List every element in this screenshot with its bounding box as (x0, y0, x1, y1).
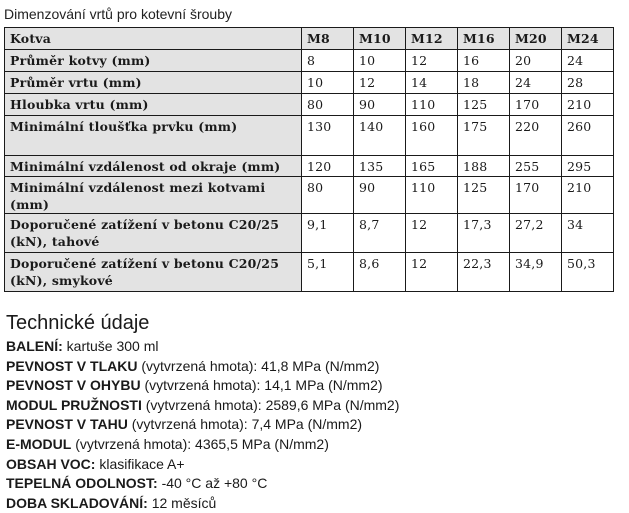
spec-key: OBSAH VOC: (6, 455, 96, 472)
header-m16: M16 (458, 28, 510, 50)
cell-value: 188 (458, 156, 510, 177)
cell-value: 140 (354, 116, 406, 156)
spec-temperature-resistance (6, 474, 399, 494)
spec-key: PEVNOST V TAHU (6, 416, 128, 433)
cell-value: 10 (354, 50, 406, 72)
cell-value: 220 (510, 116, 562, 156)
cell-value: 8,7 (354, 214, 406, 253)
table-row (5, 50, 614, 72)
header-anchor: Kotva (5, 28, 302, 50)
anchor-dimension-table (4, 27, 614, 292)
row-label: Doporučené zatížení v betonu C20/25 (kN), tahové (5, 214, 302, 253)
table-row (5, 177, 614, 214)
cell-value: 260 (562, 116, 614, 156)
cell-value: 24 (562, 50, 614, 72)
header-m10: M10 (354, 28, 406, 50)
cell-value: 18 (458, 72, 510, 94)
spec-compressive-strength (6, 357, 399, 377)
spec-key: PEVNOST V OHYBU (6, 377, 141, 394)
table-row (5, 116, 614, 156)
spec-elastic-modulus (6, 396, 399, 416)
spec-e-modulus (6, 435, 399, 455)
header-m8: M8 (302, 28, 354, 50)
cell-value: 22,3 (458, 253, 510, 292)
tech-spec-list (6, 337, 399, 513)
cell-value: 135 (354, 156, 406, 177)
spec-value: (vytvrzená hmota): 14,1 MPa (N/mm2) (144, 377, 383, 394)
spec-value: (vytvrzená hmota): 41,8 MPa (N/mm2) (141, 357, 380, 374)
row-label: Minimální vzdálenost mezi kotvami (mm) (5, 177, 302, 214)
cell-value: 210 (562, 94, 614, 116)
spec-flexural-strength (6, 376, 399, 396)
cell-value: 90 (354, 94, 406, 116)
table-row (5, 214, 614, 253)
spec-key: MODUL PRUŽNOSTI (6, 396, 142, 413)
cell-value: 50,3 (562, 253, 614, 292)
table-caption: Dimenzování vrtů pro kotevní šrouby (4, 6, 232, 22)
row-label: Průměr vrtu (mm) (5, 72, 302, 94)
spec-key: BALENÍ: (6, 338, 63, 354)
cell-value: 34,9 (510, 253, 562, 292)
header-m24: M24 (562, 28, 614, 50)
cell-value: 12 (406, 50, 458, 72)
cell-value: 120 (302, 156, 354, 177)
cell-value: 125 (458, 94, 510, 116)
cell-value: 24 (510, 72, 562, 94)
cell-value: 17,3 (458, 214, 510, 253)
cell-value: 20 (510, 50, 562, 72)
spec-storage-time (6, 494, 399, 513)
table-row (5, 94, 614, 116)
row-label: Průměr kotvy (mm) (5, 50, 302, 72)
cell-value: 125 (458, 177, 510, 214)
cell-value: 8 (302, 50, 354, 72)
cell-value: 255 (510, 156, 562, 177)
table-header-row (5, 28, 614, 50)
spec-voc-content (6, 455, 399, 475)
cell-value: 27,2 (510, 214, 562, 253)
spec-value: 12 měsíců (151, 494, 217, 511)
cell-value: 12 (406, 214, 458, 253)
cell-value: 12 (406, 253, 458, 292)
cell-value: 8,6 (354, 253, 406, 292)
spec-tensile-strength (6, 415, 399, 435)
cell-value: 80 (302, 177, 354, 214)
cell-value: 175 (458, 116, 510, 156)
spec-key: PEVNOST V TLAKU (6, 357, 138, 374)
cell-value: 5,1 (302, 253, 354, 292)
row-label: Minimální tloušťka prvku (mm) (5, 116, 302, 156)
cell-value: 110 (406, 177, 458, 214)
cell-value: 170 (510, 94, 562, 116)
cell-value: 16 (458, 50, 510, 72)
cell-value: 170 (510, 177, 562, 214)
cell-value: 210 (562, 177, 614, 214)
cell-value: 110 (406, 94, 458, 116)
spec-value: -40 °C až +80 °C (161, 475, 268, 492)
cell-value: 130 (302, 116, 354, 156)
tech-section-title: Technické údaje (6, 312, 150, 334)
row-label: Doporučené zatížení v betonu C20/25 (kN), smykové (5, 253, 302, 292)
spec-value: (vytvrzená hmota): 2589,6 MPa (N/mm2) (145, 396, 400, 413)
cell-value: 14 (406, 72, 458, 94)
cell-value: 165 (406, 156, 458, 177)
spec-value: (vytvrzená hmota): 7,4 MPa (N/mm2) (131, 416, 363, 433)
cell-value: 34 (562, 214, 614, 253)
header-m12: M12 (406, 28, 458, 50)
header-m20: M20 (510, 28, 562, 50)
cell-value: 12 (354, 72, 406, 94)
cell-value: 9,1 (302, 214, 354, 253)
spec-value: klasifikace A+ (99, 455, 185, 472)
cell-value: 10 (302, 72, 354, 94)
cell-value: 90 (354, 177, 406, 214)
spec-packaging (6, 337, 399, 357)
table-row (5, 72, 614, 94)
cell-value: 295 (562, 156, 614, 177)
row-label: Minimální vzdálenost od okraje (mm) (5, 156, 302, 177)
cell-value: 28 (562, 72, 614, 94)
spec-value: kartuše 300 ml (66, 338, 159, 354)
spec-key: E-MODUL (6, 435, 72, 452)
table-row (5, 253, 614, 292)
spec-value: (vytvrzená hmota): 4365,5 MPa (N/mm2) (75, 435, 329, 452)
cell-value: 80 (302, 94, 354, 116)
spec-key: TEPELNÁ ODOLNOST: (6, 475, 158, 492)
table-row (5, 156, 614, 177)
cell-value: 160 (406, 116, 458, 156)
row-label: Hloubka vrtu (mm) (5, 94, 302, 116)
spec-key: DOBA SKLADOVÁNÍ: (6, 494, 148, 511)
